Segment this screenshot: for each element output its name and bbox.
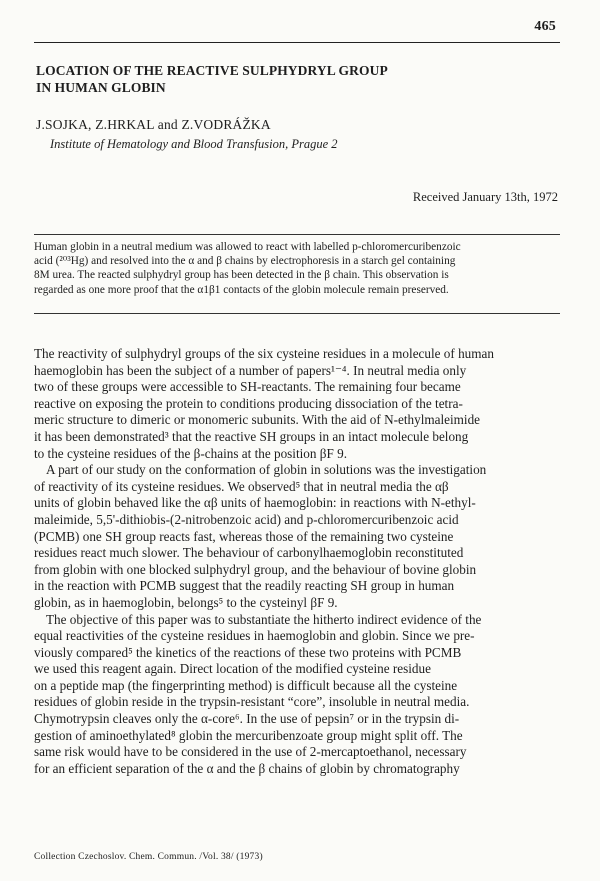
affiliation: Institute of Hematology and Blood Transfusion, Prague 2 — [50, 137, 338, 151]
body-line: maleimide, 5,5'-dithiobis-(2-nitrobenzoic acid) and p-chloromercuribenzoic acid — [34, 511, 459, 527]
abstract-line: Human globin in a neutral medium was allowed to react with labelled p-chloromercuribenzoic — [34, 241, 461, 253]
body-line: on a peptide map (the fingerprinting method) is difficult because all the cysteine — [34, 677, 458, 693]
body-line: (PCMB) one SH group reacts fast, whereas those of the remaining two cysteine — [34, 528, 454, 544]
body-line: in the reaction with PCMB suggest that the readily reacting SH group in human — [34, 578, 455, 594]
body-line: from globin with one blocked sulphydryl group, and the behaviour of bovine globin — [34, 561, 477, 577]
body-line: residues react much slower. The behaviour of carbonylhaemoglobin reconstituted — [34, 545, 464, 561]
journal-footer: Collection Czechoslov. Chem. Commun. /Vol. 38/ (1973) — [34, 852, 263, 862]
body-line: gestion of aminoethylated⁸ globin the mercuribenzoate group might split off. The — [34, 727, 463, 743]
title-line: IN HUMAN GLOBIN — [36, 80, 166, 95]
body-line: units of globin behaved like the αβ units of haemoglobin: in reactions with N-ethyl- — [34, 495, 476, 511]
title-line: LOCATION OF THE REACTIVE SULPHYDRYL GROUP — [36, 63, 388, 78]
body-line: viously compared⁵ the kinetics of the reactions of these two proteins with PCMB — [34, 644, 462, 660]
body-line: residues of globin reside in the trypsin-resistant “core”, insoluble in neutral media. — [34, 694, 470, 710]
article-title — [36, 62, 556, 96]
received-date: Received January 13th, 1972 — [412, 190, 558, 204]
body-line: to the cysteine residues of the β-chains at the position βF 9. — [34, 445, 348, 461]
body-line: meric structure to dimeric or monomeric subunits. With the aid of N-ethylmaleimide — [34, 412, 481, 428]
body-line: A part of our study on the conformation of globin in solutions was the investigation — [46, 462, 487, 478]
abstract-line: regarded as one more proof that the α1β1 contacts of the globin molecule remain preserved. — [34, 283, 449, 296]
abstract-rule-bottom — [34, 313, 560, 314]
body-line: haemoglobin has been the subject of a number of papers¹⁻⁴. In neutral media only — [34, 362, 467, 378]
authors: J.SOJKA, Z.HRKAL and Z.VODRÁŽKA — [36, 117, 271, 132]
abstract — [34, 240, 560, 297]
body-line: two of these groups were accessible to SH-reactants. The remaining four became — [34, 379, 461, 395]
body-line: it has been demonstrated³ that the reactive SH groups in an intact molecule belong — [34, 428, 469, 444]
body-line: The reactivity of sulphydryl groups of the six cysteine residues in a molecule of human — [34, 346, 494, 361]
body-line: The objective of this paper was to substantiate the hitherto indirect evidence of the — [46, 611, 482, 627]
body-line: we used this reagent again. Direct location of the modified cysteine residue — [34, 661, 431, 677]
body-line: reactive on exposing the protein to conditions producing dissociation of the tetra- — [34, 395, 463, 411]
abstract-rule-top — [34, 234, 560, 235]
body-line: Chymotrypsin cleaves only the α-core⁶. In the use of pepsin⁷ or in the trypsin di- — [34, 711, 460, 727]
body-line: for an efficient separation of the α and the β chains of globin by chromatography — [34, 760, 460, 776]
page-number: 465 — [534, 19, 556, 34]
body-line: globin, as in haemoglobin, belongs⁵ to the cysteinyl βF 9. — [34, 594, 338, 610]
body-text — [34, 346, 564, 777]
body-line: same risk would have to be considered in the use of 2-mercaptoethanol, necessary — [34, 744, 467, 760]
abstract-line: 8M urea. The reacted sulphydryl group has been detected in the β chain. This observation is — [34, 269, 449, 282]
body-line: of reactivity of its cysteine residues. We observed⁵ that in neutral media the αβ — [34, 478, 449, 494]
abstract-line: acid (²⁰³Hg) and resolved into the α and β chains by electrophoresis in a starch gel containing — [34, 255, 456, 268]
body-line: equal reactivities of the cysteine residues in haemoglobin and globin. Since we pre- — [34, 628, 475, 644]
header-rule — [34, 42, 560, 43]
